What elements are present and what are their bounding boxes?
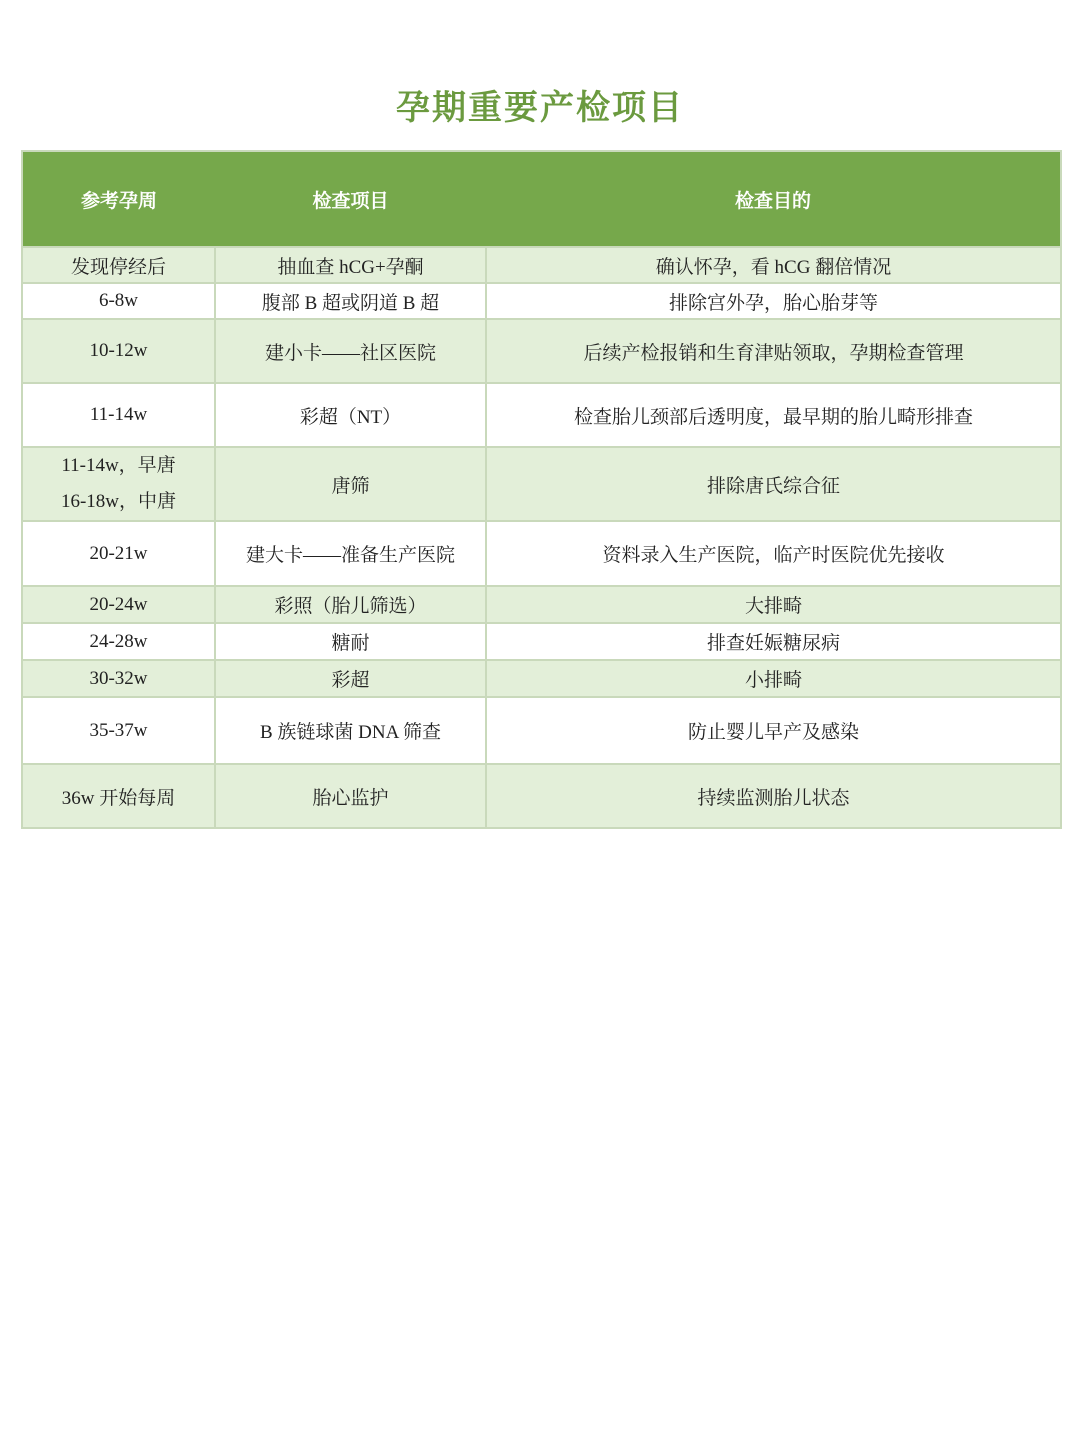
cell-week: 36w 开始每周 bbox=[22, 764, 215, 828]
table-row bbox=[22, 697, 1061, 764]
page-title: 孕期重要产检项目 bbox=[396, 88, 684, 128]
table-row bbox=[22, 623, 1061, 660]
cell-purpose: 防止婴儿早产及感染 bbox=[486, 697, 1061, 764]
table-row bbox=[22, 247, 1061, 283]
cell-purpose: 检查胎儿颈部后透明度，最早期的胎儿畸形排查 bbox=[486, 383, 1061, 447]
cell-purpose: 持续监测胎儿状态 bbox=[486, 764, 1061, 828]
cell-purpose: 后续产检报销和生育津贴领取，孕期检查管理 bbox=[486, 319, 1061, 383]
cell-week: 发现停经后 bbox=[22, 247, 215, 283]
table-row bbox=[22, 383, 1061, 447]
cell-purpose: 资料录入生产医院，临产时医院优先接收 bbox=[486, 521, 1061, 586]
cell-week: 35-37w bbox=[22, 697, 215, 764]
cell-item: 腹部 B 超或阴道 B 超 bbox=[215, 283, 486, 319]
cell-item: 抽血查 hCG+孕酮 bbox=[215, 247, 486, 283]
table-header-row bbox=[22, 151, 1061, 247]
table-row bbox=[22, 764, 1061, 828]
cell-item: 建小卡——社区医院 bbox=[215, 319, 486, 383]
table-row bbox=[22, 283, 1061, 319]
cell-week: 10-12w bbox=[22, 319, 215, 383]
cell-item: 胎心监护 bbox=[215, 764, 486, 828]
table-row bbox=[22, 586, 1061, 623]
cell-item: 彩照（胎儿筛选） bbox=[215, 586, 486, 623]
table-row bbox=[22, 319, 1061, 383]
cell-item: 建大卡——准备生产医院 bbox=[215, 521, 486, 586]
header-purpose: 检查目的 bbox=[486, 151, 1061, 247]
table-row bbox=[22, 660, 1061, 697]
cell-week: 6-8w bbox=[22, 283, 215, 319]
cell-purpose: 确认怀孕，看 hCG 翻倍情况 bbox=[486, 247, 1061, 283]
cell-week: 11-14w bbox=[22, 383, 215, 447]
table-row bbox=[22, 521, 1061, 586]
cell-purpose: 排除宫外孕，胎心胎芽等 bbox=[486, 283, 1061, 319]
prenatal-checkup-table bbox=[21, 150, 1062, 829]
cell-purpose: 排查妊娠糖尿病 bbox=[486, 623, 1061, 660]
cell-purpose: 排除唐氏综合征 bbox=[486, 447, 1061, 521]
cell-item: 彩超（NT） bbox=[215, 383, 486, 447]
cell-item: B 族链球菌 DNA 筛查 bbox=[215, 697, 486, 764]
cell-item: 唐筛 bbox=[215, 447, 486, 521]
header-item: 检查项目 bbox=[215, 151, 486, 247]
cell-purpose: 小排畸 bbox=[486, 660, 1061, 697]
cell-purpose: 大排畸 bbox=[486, 586, 1061, 623]
cell-week: 24-28w bbox=[22, 623, 215, 660]
cell-week-line: 11-14w，早唐 bbox=[61, 455, 176, 476]
cell-week-line: 16-18w，中唐 bbox=[60, 491, 177, 512]
cell-week: 30-32w bbox=[22, 660, 215, 697]
cell-week bbox=[22, 447, 215, 521]
header-week: 参考孕周 bbox=[22, 151, 215, 247]
cell-week: 20-21w bbox=[22, 521, 215, 586]
cell-week: 20-24w bbox=[22, 586, 215, 623]
cell-item: 彩超 bbox=[215, 660, 486, 697]
cell-item: 糖耐 bbox=[215, 623, 486, 660]
table-row bbox=[22, 447, 1061, 521]
